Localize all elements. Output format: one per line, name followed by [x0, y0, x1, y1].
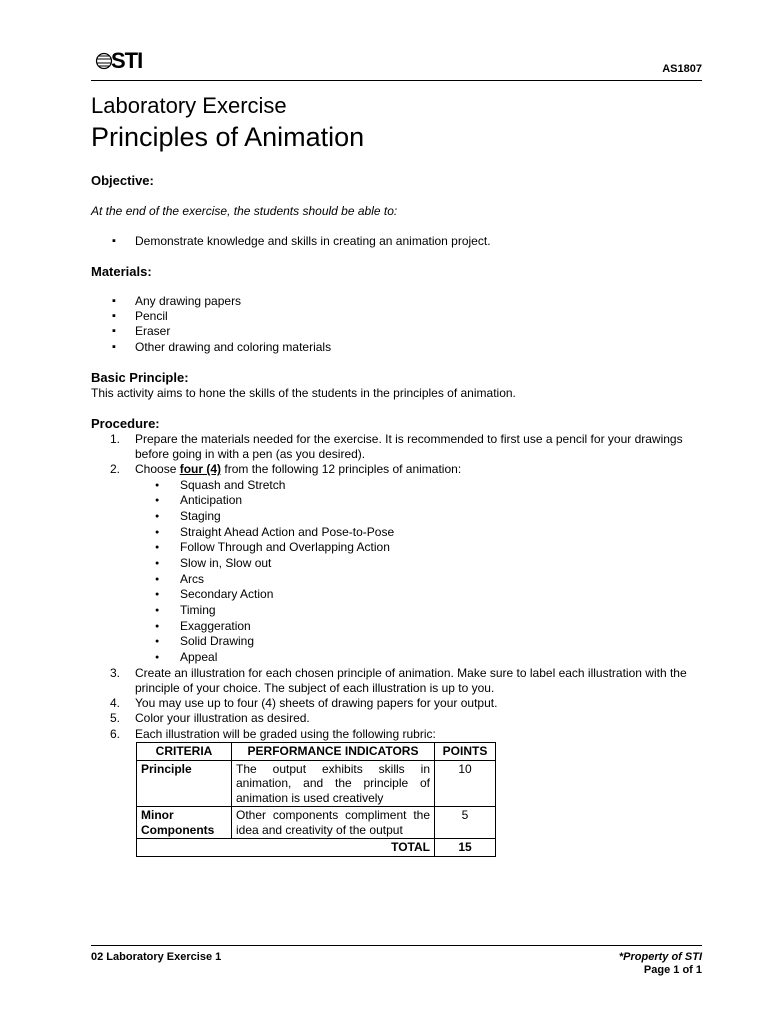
procedure-step: [110, 727, 710, 742]
column-header: CRITERIA: [137, 743, 232, 761]
footer-divider: [91, 945, 702, 946]
principles-list: [110, 478, 710, 666]
points-cell: 5: [435, 807, 496, 839]
total-value: 15: [435, 839, 496, 857]
points-cell: 10: [435, 760, 496, 807]
list-item: ● Secondary Action: [155, 587, 710, 603]
column-header: POINTS: [435, 743, 496, 761]
step-number: 1.: [110, 432, 121, 446]
indicator-cell: The output exhibits skills in animation, and the principle of animation is used creatively: [232, 760, 435, 807]
procedure-heading: Procedure:: [91, 416, 160, 431]
step-text-post: from the following 12 principles of animation:: [221, 462, 462, 477]
table-row: [137, 760, 496, 807]
page-subtitle: Laboratory Exercise: [91, 93, 287, 118]
basic-principle-text: This activity aims to hone the skills of the students in the principles of animation.: [91, 386, 516, 400]
step-number: 4.: [110, 696, 121, 711]
list-item: ● Arcs: [155, 572, 710, 588]
step-number: 5.: [110, 711, 121, 726]
footer-document-title: 02 Laboratory Exercise 1: [91, 951, 222, 963]
header-divider: [91, 80, 702, 81]
list-item: ▪ Any drawing papers: [110, 294, 331, 309]
list-item: ● Squash and Stretch: [155, 478, 710, 494]
column-header: PERFORMANCE INDICATORS: [232, 743, 435, 761]
list-item: ▪ Eraser: [110, 324, 331, 339]
sti-logo: [95, 49, 142, 73]
procedure-step: [110, 462, 710, 477]
footer-page-number: Page 1 of 1: [643, 964, 702, 976]
criteria-cell: Minor Components: [137, 807, 232, 839]
basic-principle-heading: Basic Principle:: [91, 370, 189, 385]
step-text: Create an illustration for each chosen principle of animation. Make sure to label each illustration with the principle of your choice. The subject of each illustration is up to you.: [135, 665, 687, 696]
logo-text: STI: [111, 48, 143, 73]
total-label: TOTAL: [137, 839, 435, 857]
step-text: Each illustration will be graded using the following rubric:: [135, 726, 436, 741]
list-item: ● Follow Through and Overlapping Action: [155, 540, 710, 556]
procedure-step: [110, 696, 710, 711]
step-number: 2.: [110, 462, 121, 477]
list-item: ● Staging: [155, 509, 710, 525]
step-emphasis: four (4): [179, 462, 222, 477]
indicator-cell: Other components compliment the idea and creativity of the output: [232, 807, 435, 839]
list-item: ● Exaggeration: [155, 619, 710, 635]
criteria-cell: Principle: [137, 760, 232, 807]
list-item: ● Solid Drawing: [155, 634, 710, 650]
list-item: ● Appeal: [155, 650, 710, 666]
table-header-row: [137, 743, 496, 761]
list-item: ▪ Demonstrate knowledge and skills in creating an animation project.: [110, 234, 491, 249]
objective-intro: At the end of the exercise, the students should be able to:: [91, 204, 398, 218]
list-item: ● Anticipation: [155, 493, 710, 509]
table-row: [137, 807, 496, 839]
list-item: ▪ Other drawing and coloring materials: [110, 340, 331, 355]
footer-property: *Property of STI: [618, 951, 702, 963]
step-text: Prepare the materials needed for the exercise. It is recommended to first use a pencil for your drawings before going in with a pen (as you desired).: [135, 432, 683, 462]
objective-list: [110, 234, 491, 249]
step-number: 6.: [110, 726, 121, 741]
procedure-step: [110, 711, 710, 726]
document-code: AS1807: [662, 63, 702, 75]
page-title: Principles of Animation: [91, 122, 365, 152]
procedure-list: [110, 432, 710, 742]
objective-heading: Objective:: [91, 173, 154, 188]
list-item: ● Straight Ahead Action and Pose-to-Pose: [155, 525, 710, 541]
materials-list: [110, 294, 331, 355]
rubric-table: [136, 742, 496, 857]
list-item: ● Timing: [155, 603, 710, 619]
list-item: ▪ Pencil: [110, 309, 331, 324]
step-number: 3.: [110, 665, 121, 680]
procedure-step: [110, 666, 710, 696]
step-text: You may use up to four (4) sheets of drawing papers for your output.: [135, 696, 498, 711]
procedure-step: [110, 432, 710, 462]
step-text: Color your illustration as desired.: [135, 711, 310, 726]
step-text-pre: Choose: [135, 462, 180, 477]
table-total-row: [137, 839, 496, 857]
materials-heading: Materials:: [91, 264, 152, 279]
list-item: ● Slow in, Slow out: [155, 556, 710, 572]
footer-right: [619, 951, 702, 977]
